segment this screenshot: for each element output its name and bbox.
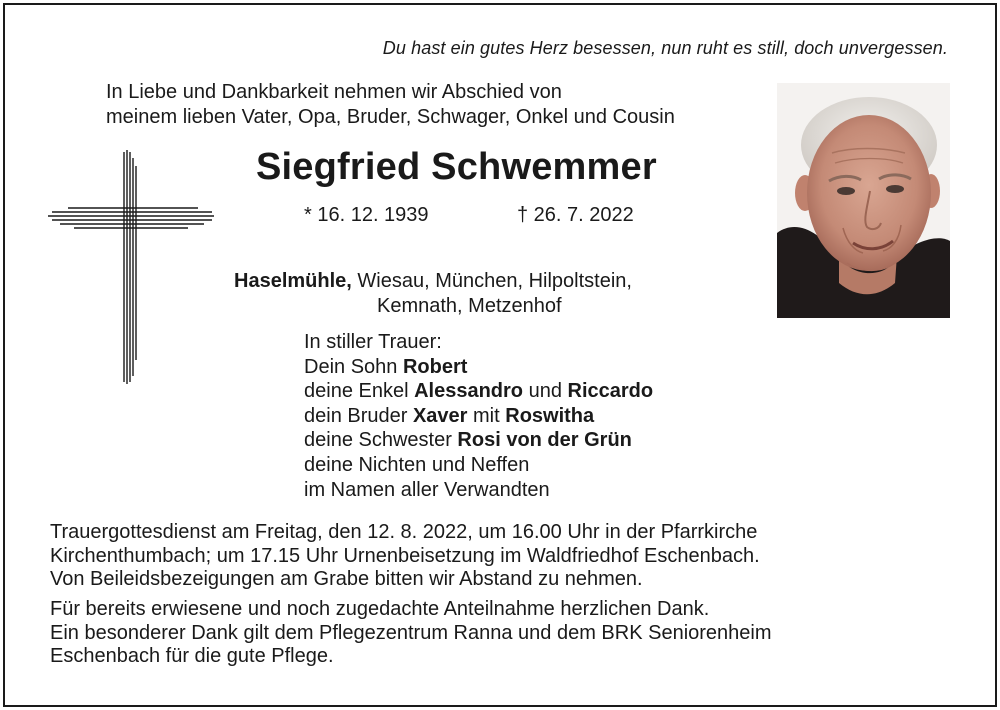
death-date: † 26. 7. 2022 — [517, 204, 634, 226]
mourner-text: Dein Sohn — [304, 355, 403, 378]
thanks-text — [50, 598, 772, 669]
mourner-name: Robert — [402, 355, 468, 378]
places-rest: Wiesau, München, Hilpoltstein, — [351, 270, 632, 292]
places-bold: Haselmühle, — [234, 270, 352, 292]
places-line: Kemnath, Metzenhof — [377, 295, 562, 317]
motto: Du hast ein gutes Herz besessen, nun ruht es still, doch unvergessen. — [382, 38, 948, 58]
mourner-text: und — [523, 380, 568, 403]
thanks-line: Für bereits erwiesene und noch zugedachte Anteilnahme herzlichen Dank. — [50, 598, 710, 620]
mourner-line — [304, 404, 653, 429]
mourner-line — [304, 379, 653, 404]
mourners-heading: In stiller Trauer: — [304, 331, 442, 353]
portrait-photo — [777, 83, 950, 318]
places — [234, 269, 632, 319]
mourner-line — [304, 428, 653, 453]
intro-line: In Liebe und Dankbarkeit nehmen wir Abschied von — [106, 81, 562, 103]
intro-line: meinem lieben Vater, Opa, Bruder, Schwager, Onkel und Cousin — [106, 106, 675, 128]
cross-icon — [48, 150, 218, 386]
mourners — [304, 330, 653, 502]
mourner-name: Alessandro — [414, 380, 524, 403]
service-line: Von Beileidsbezeigungen am Grabe bitten wir Abstand zu nehmen. — [50, 568, 643, 590]
mourner-name: Roswitha — [505, 404, 595, 427]
mourner-text: deine Enkel — [304, 380, 415, 403]
intro-text — [106, 80, 675, 130]
mourner-text: deine Schwester — [304, 429, 458, 452]
service-line: Trauergottesdienst am Freitag, den 12. 8. 2022, um 16.00 Uhr in der Pfarrkirche — [50, 521, 758, 543]
thanks-line: Ein besonderer Dank gilt dem Pflegezentrum Ranna und dem BRK Seniorenheim — [50, 621, 772, 644]
service-info — [50, 521, 760, 592]
birth-date: * 16. 12. 1939 — [304, 204, 429, 226]
deceased-name: Siegfried Schwemmer — [256, 146, 657, 188]
mourner-text: mit — [467, 404, 506, 427]
mourner-name: Xaver — [412, 404, 468, 427]
mourner-name: Rosi von der Grün — [457, 429, 632, 452]
mourner-line: deine Nichten und Neffen — [304, 453, 530, 476]
mourner-name: Riccardo — [567, 380, 654, 403]
thanks-line: Eschenbach für die gute Pflege. — [50, 645, 334, 667]
mourner-text: dein Bruder — [304, 404, 413, 427]
mourner-line — [304, 355, 653, 380]
mourner-line: im Namen aller Verwandten — [304, 478, 550, 501]
service-line: Kirchenthumbach; um 17.15 Uhr Urnenbeisetzung im Waldfriedhof Eschenbach. — [50, 544, 760, 567]
places-line — [234, 269, 632, 294]
